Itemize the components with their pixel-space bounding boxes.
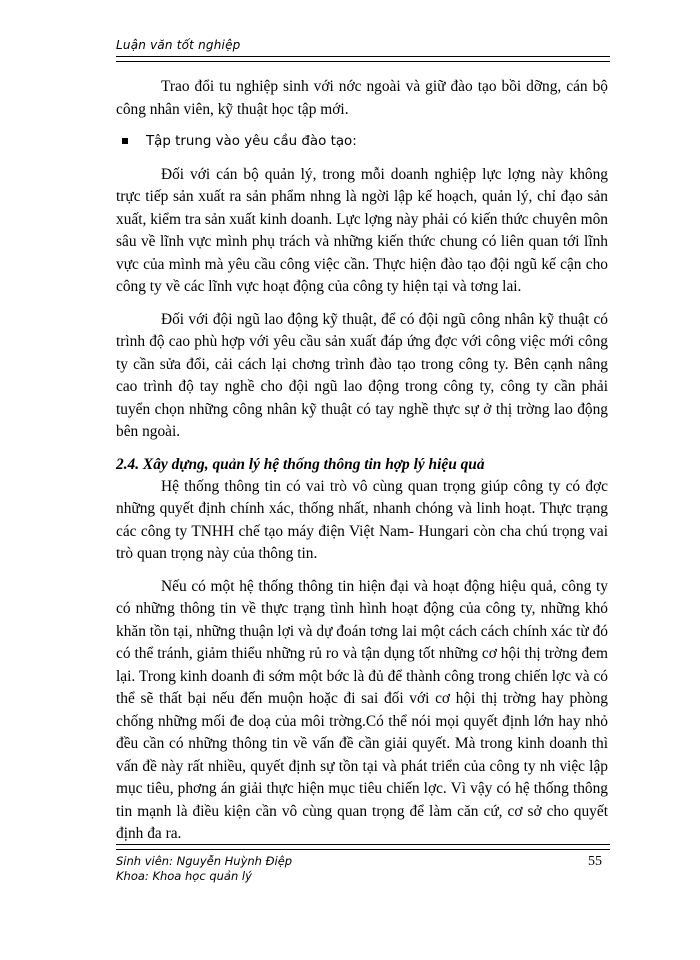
footer-divider (116, 844, 610, 850)
header-divider (116, 56, 610, 62)
page-number: 55 (588, 854, 602, 869)
header-title: Luận văn tốt nghiệp (116, 38, 241, 52)
page-header (116, 38, 610, 62)
section-heading: 2.4. Xây dựng, quản lý hệ thống thông tin hợp lý hiệu quả (116, 455, 485, 473)
square-bullet-icon (122, 138, 128, 144)
faculty-name: Khoa: Khoa học quản lý (116, 869, 252, 883)
bullet-item (120, 131, 608, 154)
paragraph-3: Đối với đội ngũ lao động kỹ thuật, để có đội ngũ công nhân kỹ thuật có trình độ cao phù hợp với yêu cầu sản xuất đáp ứng đợc với công việc mới công ty cần sửa đổi, cải cách lại chơng trình đào tạo trong công ty. Bên cạnh nâng cao trình độ tay nghề cho đội ngũ lao động trong công ty, công ty cần phải tuyển chọn những công nhân kỹ thuật có tay nghề thực sự ở thị trờng lao động bên ngoài. (116, 310, 608, 440)
paragraph-2: Đối với cán bộ quản lý, trong mỗi doanh nghiệp lực lợng này không trực tiếp sản xuất ra sản phẩm nhng là ngời lập kế hoạch, quản lý, chỉ đạo sản xuất, kiểm tra sản xuất kinh doanh. Lực lợng này phải có kiến thức chuyên môn sâu về lĩnh vực mình phụ trách và những kiến thức chung có liên quan tới lĩnh vực của mình mà yêu cầu công việc cần. Thực hiện đào tạo đội ngũ kế cận cho công ty về các lĩnh vực hoạt động của công ty hiện tại và tơng lai. (116, 165, 608, 295)
bullet-text: Tập trung vào yêu cầu đào tạo: (146, 134, 357, 149)
paragraph-1: Trao đổi tu nghiệp sinh với nớc ngoài và giữ đào tạo bồi dỡng, cán bộ công nhân viên, kỹ thuật học tập mới. (116, 78, 608, 118)
document-body (116, 76, 608, 856)
page-footer (116, 844, 610, 884)
footer-row (116, 854, 610, 884)
student-name: Sinh viên: Nguyễn Huỳnh Điệp (116, 854, 293, 868)
paragraph-4: Hệ thống thông tin có vai trò vô cùng quan trọng giúp công ty có đợc những quyết định chính xác, thống nhất, nhanh chóng và linh hoạt. Thực trạng các công ty TNHH chế tạo máy điện Việt Nam- Hungari còn cha chú trọng vai trò quan trọng này của thông tin. (116, 477, 608, 562)
footer-info (116, 854, 292, 884)
paragraph-5: Nếu có một hệ thống thông tin hiện đại và hoạt động hiệu quả, công ty có những thông tin về thực trạng tình hình hoạt động của công ty, những khó khăn tồn tại, những thuận lợi và dự đoán tơng lai một cách cách chính xác từ đó có thể tránh, giảm thiểu những rủ ro và tận dụng tốt những cơ hội thị trờng đem lại. Trong kinh doanh đi sớm một bớc là đủ để thành công trong chiến lợc và có thể sẽ thất bại nếu đến muộn hoặc đi sai đối với cơ hội thị trờng hay phòng chống những mối đe doạ của môi trờng.Có thể nói mọi quyết định lớn hay nhỏ đều cần có những thông tin về vấn đề cần giải quyết. Mà trong kinh doanh thì vấn đề này rất nhiều, quyết định sự tồn tại và phát triển của công ty nh việc lập mục tiêu, phơng án giải thực hiện mục tiêu chiến lợc. Vì vậy có hệ thống thông tin mạnh là điều kiện cần vô cùng quan trọng để làm căn cứ, cơ sở cho quyết định đa ra. (116, 577, 608, 842)
